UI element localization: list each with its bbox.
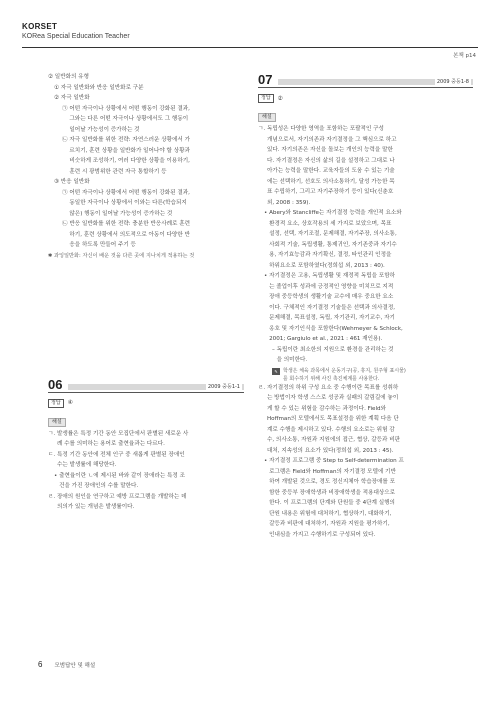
item-line: 외, 2008 : 359).: [266, 199, 311, 206]
item-text: 자극 일반화와 반응 일반화로 구분: [60, 84, 144, 91]
explanation-subitem: [258, 345, 473, 366]
item-marker: ㉡: [62, 221, 68, 227]
tip-line: 를 회수하기 위해 사진 촉진체계를 사용한다.: [283, 375, 380, 382]
answer-row: [258, 94, 473, 103]
item-line: 을 의미한다.: [276, 357, 308, 363]
brand-title: KORSET: [22, 22, 58, 31]
item-marker: •: [54, 472, 58, 479]
explanation-subitem: [258, 208, 473, 271]
item-line: 개념으로서, 자기의존과 자기결정을 그 핵심으로 하고: [266, 136, 397, 143]
item-line: 이다. 구체적인 자기결정 기술들은 선택과 의사결정,: [269, 304, 396, 311]
left-column: [48, 72, 244, 513]
note-icon: ✎: [272, 368, 280, 375]
header: [22, 22, 130, 41]
item-line: 한다. 이 프로그램의 단계와 단원들 중 4단계 실행의: [269, 500, 395, 506]
item-line: Abery와 Stancliffe는 자기결정 능력을 개인적 요소와: [269, 210, 402, 216]
question-06: [48, 377, 244, 513]
explanation-item: [258, 383, 473, 457]
item-line: 표 수립하기, 그리고 자기주장하기 등이 있다(신춘호: [266, 189, 394, 195]
item-line: 옹호 및 자기인식을 포함한다(Wehmeyer & Schlock,: [269, 325, 403, 332]
item-line: 건을 가진 장애인의 수를 말한다.: [59, 483, 139, 489]
item-line: 비슷하게 조성하기, 여러 다양한 상황을 이용하기,: [69, 158, 190, 164]
item-line: 례 수를 의미하는 용어로 출현율과는 다르다.: [56, 441, 165, 447]
tip-line: 학생은 체육 과목에서 운동기구(공, 휴지, 원주형 표시물): [283, 367, 406, 374]
item-marker: •: [264, 273, 268, 279]
answer-badge: 정답: [48, 399, 64, 408]
explanation-subitem: [48, 471, 244, 492]
list-item: [48, 177, 244, 188]
item-line: 의의가 있는 개념은 발생률이다.: [56, 504, 135, 510]
question-number: 06: [48, 376, 63, 392]
item-marker: ㉡: [62, 137, 68, 143]
item-line: 문제해결, 목표설정, 독립, 자기관리, 자기교수, 자기: [269, 315, 395, 321]
item-line: 일어날 가능성이 증가하는 것: [69, 126, 140, 133]
item-line: 다. 자기결정은 자신의 삶의 길을 설정하고 그대로 나: [266, 157, 395, 164]
item-marker: ①: [54, 84, 60, 91]
item-line: 2001; Gargiulo et al., 2021 : 461 재인용).: [269, 336, 383, 342]
item-line: 독립성은 다양한 영역을 포함하는 포괄적인 구성: [266, 126, 384, 132]
question-header: [48, 377, 244, 393]
list-item: [48, 93, 244, 104]
page-number: 6: [38, 660, 43, 669]
item-line: 함한 중등부 장애학생과 비장애학생을 적용대상으로: [269, 489, 396, 496]
item-marker: ③: [54, 179, 60, 185]
exam-year: 2009 중등1-8: [436, 79, 469, 85]
item-line: 용, 자기효능감과 자기확신, 결정, 타인관리 인정을: [269, 252, 392, 258]
item-line: 로그램은 Field와 Hoffman의 자기결정 모델에 기반: [269, 468, 396, 475]
footer: [38, 660, 95, 669]
item-line: 출현율이란 ㄴ에 제시된 바와 같이 장애라는 특정 조: [59, 472, 186, 479]
answer-badge: 정답: [258, 94, 274, 103]
item-line: 는 졸업이후 성과에 긍정적인 영향을 미치므로 지적: [269, 283, 394, 290]
item-marker: ㉠: [62, 189, 68, 196]
right-column: [258, 72, 473, 540]
explanation-label: 해설: [48, 418, 66, 427]
section-heading: ② 일반화의 유형: [48, 74, 89, 80]
item-line: 는 방법이자 학생 스스로 성공과 실패의 갈림길에 놓이: [266, 395, 399, 401]
item-line: 인내심을 가지고 수행하기로 구성되어 있다.: [269, 531, 376, 538]
item-line: 훈련 시 광범위한 관련 자극 통합하기 등: [69, 168, 167, 175]
item-marker: ㉠: [62, 105, 68, 112]
item-line: Hoffman의 모델에서도 목표설정을 위한 계획 다음 단: [266, 416, 399, 422]
item-line: 장애 중등학생의 생활기술 교수에 매우 중요한 요소: [269, 294, 394, 300]
question-number: 07: [258, 72, 273, 87]
explanation-item: [258, 124, 473, 208]
explanation-item: [48, 429, 244, 450]
item-line: 수, 의사소통, 자원과 지원에의 접근, 협상, 갈등과 비판: [266, 437, 401, 443]
item-marker: •: [264, 458, 268, 464]
exam-year: 2009 중등1-1: [207, 383, 240, 390]
explanation-subitem: [258, 456, 473, 540]
item-line: 르치기, 훈련 상황을 일반화가 일어나야 할 상황과: [69, 147, 190, 154]
item-marker: ②: [54, 95, 60, 101]
item-line: 사회적 기술, 독립생활, 통제귀인, 자기존중과 자기수: [269, 241, 397, 248]
item-line: 수는 발생률에 해당한다.: [56, 462, 117, 468]
item-line: 설정, 선택, 자기조절, 문제해결, 자기주장, 의사소통,: [269, 231, 397, 237]
item-line: 자기결정은 고용, 독립생활 및 재정적 독립을 포함하: [269, 273, 396, 279]
question-header: [258, 72, 473, 88]
item-marker: ㄷ.: [48, 451, 56, 458]
item-line: 자기결정의 하위 구성 요소 중 수행이란 목표를 성취하: [266, 384, 399, 391]
item-line: 응을 하도록 만들어 주기 등: [69, 242, 136, 248]
list-item: [48, 83, 244, 94]
item-line: 장애의 원인을 연구하고 예방 프로그램을 개발하는 데: [56, 493, 187, 500]
item-text: 반응 일반화: [60, 179, 90, 185]
item-marker: ㄱ.: [258, 126, 266, 132]
brand-subtitle: KORea Special Education Teacher: [22, 33, 130, 40]
item-line: 게 할 수 있는 위험을 감수하는 과정이다. Field와: [266, 405, 386, 412]
explanation-label: 해설: [258, 113, 276, 122]
item-line: 하기, 훈련 상황에서 의도적으로 아동이 다양한 반: [69, 231, 190, 238]
item-text: 자극 일반화: [60, 95, 90, 101]
answer-value: ②: [277, 95, 283, 102]
item-line: 어떤 자극이나 상황에서 어떤 행동이 강화된 결과,: [69, 105, 190, 112]
item-line: 환경적 요소, 상호작용의 세 가지로 보았으며, 목표: [269, 220, 392, 227]
header-rule: [22, 47, 478, 48]
item-marker: •: [264, 210, 268, 216]
list-item: [48, 188, 244, 220]
explanation-item: [48, 450, 244, 471]
item-line: 않은) 행동이 일어날 가능성이 증가하는 것: [69, 210, 173, 217]
item-line: 반응 일반화를 위한 전략: 충분한 반응사례로 훈련: [69, 221, 191, 227]
item-line: 자기결정 프로그램 중 Step to Self-determination 프: [269, 458, 404, 464]
item-marker: –: [272, 346, 275, 353]
item-marker: ㄹ.: [258, 384, 266, 391]
item-line: 계로 수행을 제시하고 있다. 수행의 요소로는 위험 감: [266, 426, 395, 433]
item-line: 특정 기간 동안에 전체 인구 중 새롭게 판별된 장애인: [56, 451, 185, 458]
answer-row: [48, 399, 244, 408]
item-line: 자극 일반화를 위한 전략: 자연스러운 상황에서 가: [69, 137, 191, 143]
item-line: 동일한 자극이나 상황에서 이와는 다른(학습되지: [69, 200, 187, 206]
list-item: [48, 135, 244, 177]
item-marker: ㄱ.: [48, 430, 56, 437]
page-reference: 본책 p14: [453, 53, 476, 59]
list-item: [48, 219, 244, 251]
footnote: ✱ 과잉일반화: 자신이 배운 것을 다른 곳에 지나치게 적용하는 것: [48, 252, 195, 259]
item-line: 아가는 능력을 말한다. 교육자들의 도움 수 있는 기술: [266, 168, 395, 174]
item-line: 어떤 자극이나 상황에서 어떤 행동이 강화된 결과,: [69, 189, 190, 196]
item-line: 있다. 자기의존은 자신을 돌보는 개인의 능력을 말한: [266, 147, 393, 153]
item-line: 발생률은 특정 기간 동안 모집단에서 판별된 새로운 사: [56, 430, 189, 437]
item-line: 단원 내용은 위험에 대처하기, 협상하기, 대화하기,: [269, 510, 392, 517]
item-marker: ㄹ.: [48, 493, 56, 500]
explanation-item: [48, 492, 244, 513]
item-line: 하여 개발된 것으로, 경도 정신지체아 학습장애를 포: [269, 479, 396, 485]
item-line: 그와는 다른 어떤 자극이나 상황에서도 그 행동이: [69, 116, 189, 122]
item-line: 갈등과 비판에 대처하기, 자원과 지원을 평가하기,: [269, 521, 390, 527]
item-line: 에는 선택하기, 선호도 의사소통하기, 달성 가능한 목: [266, 178, 395, 185]
footer-title: 모범답안 및 해설: [54, 663, 96, 669]
item-line: 하위요소로 포함하였다(정희섭 외, 2013 : 40).: [269, 262, 385, 269]
answer-value: ④: [67, 400, 73, 406]
item-line: 대처, 지속성의 요소가 있다(정희섭 외, 2013 : 45).: [266, 447, 394, 454]
explanation-subitem: [258, 271, 473, 345]
item-line: 독립이란 최소한의 지원으로 환경을 관리하는 것: [276, 346, 394, 353]
tip-note: [258, 367, 473, 383]
list-item: [48, 104, 244, 136]
